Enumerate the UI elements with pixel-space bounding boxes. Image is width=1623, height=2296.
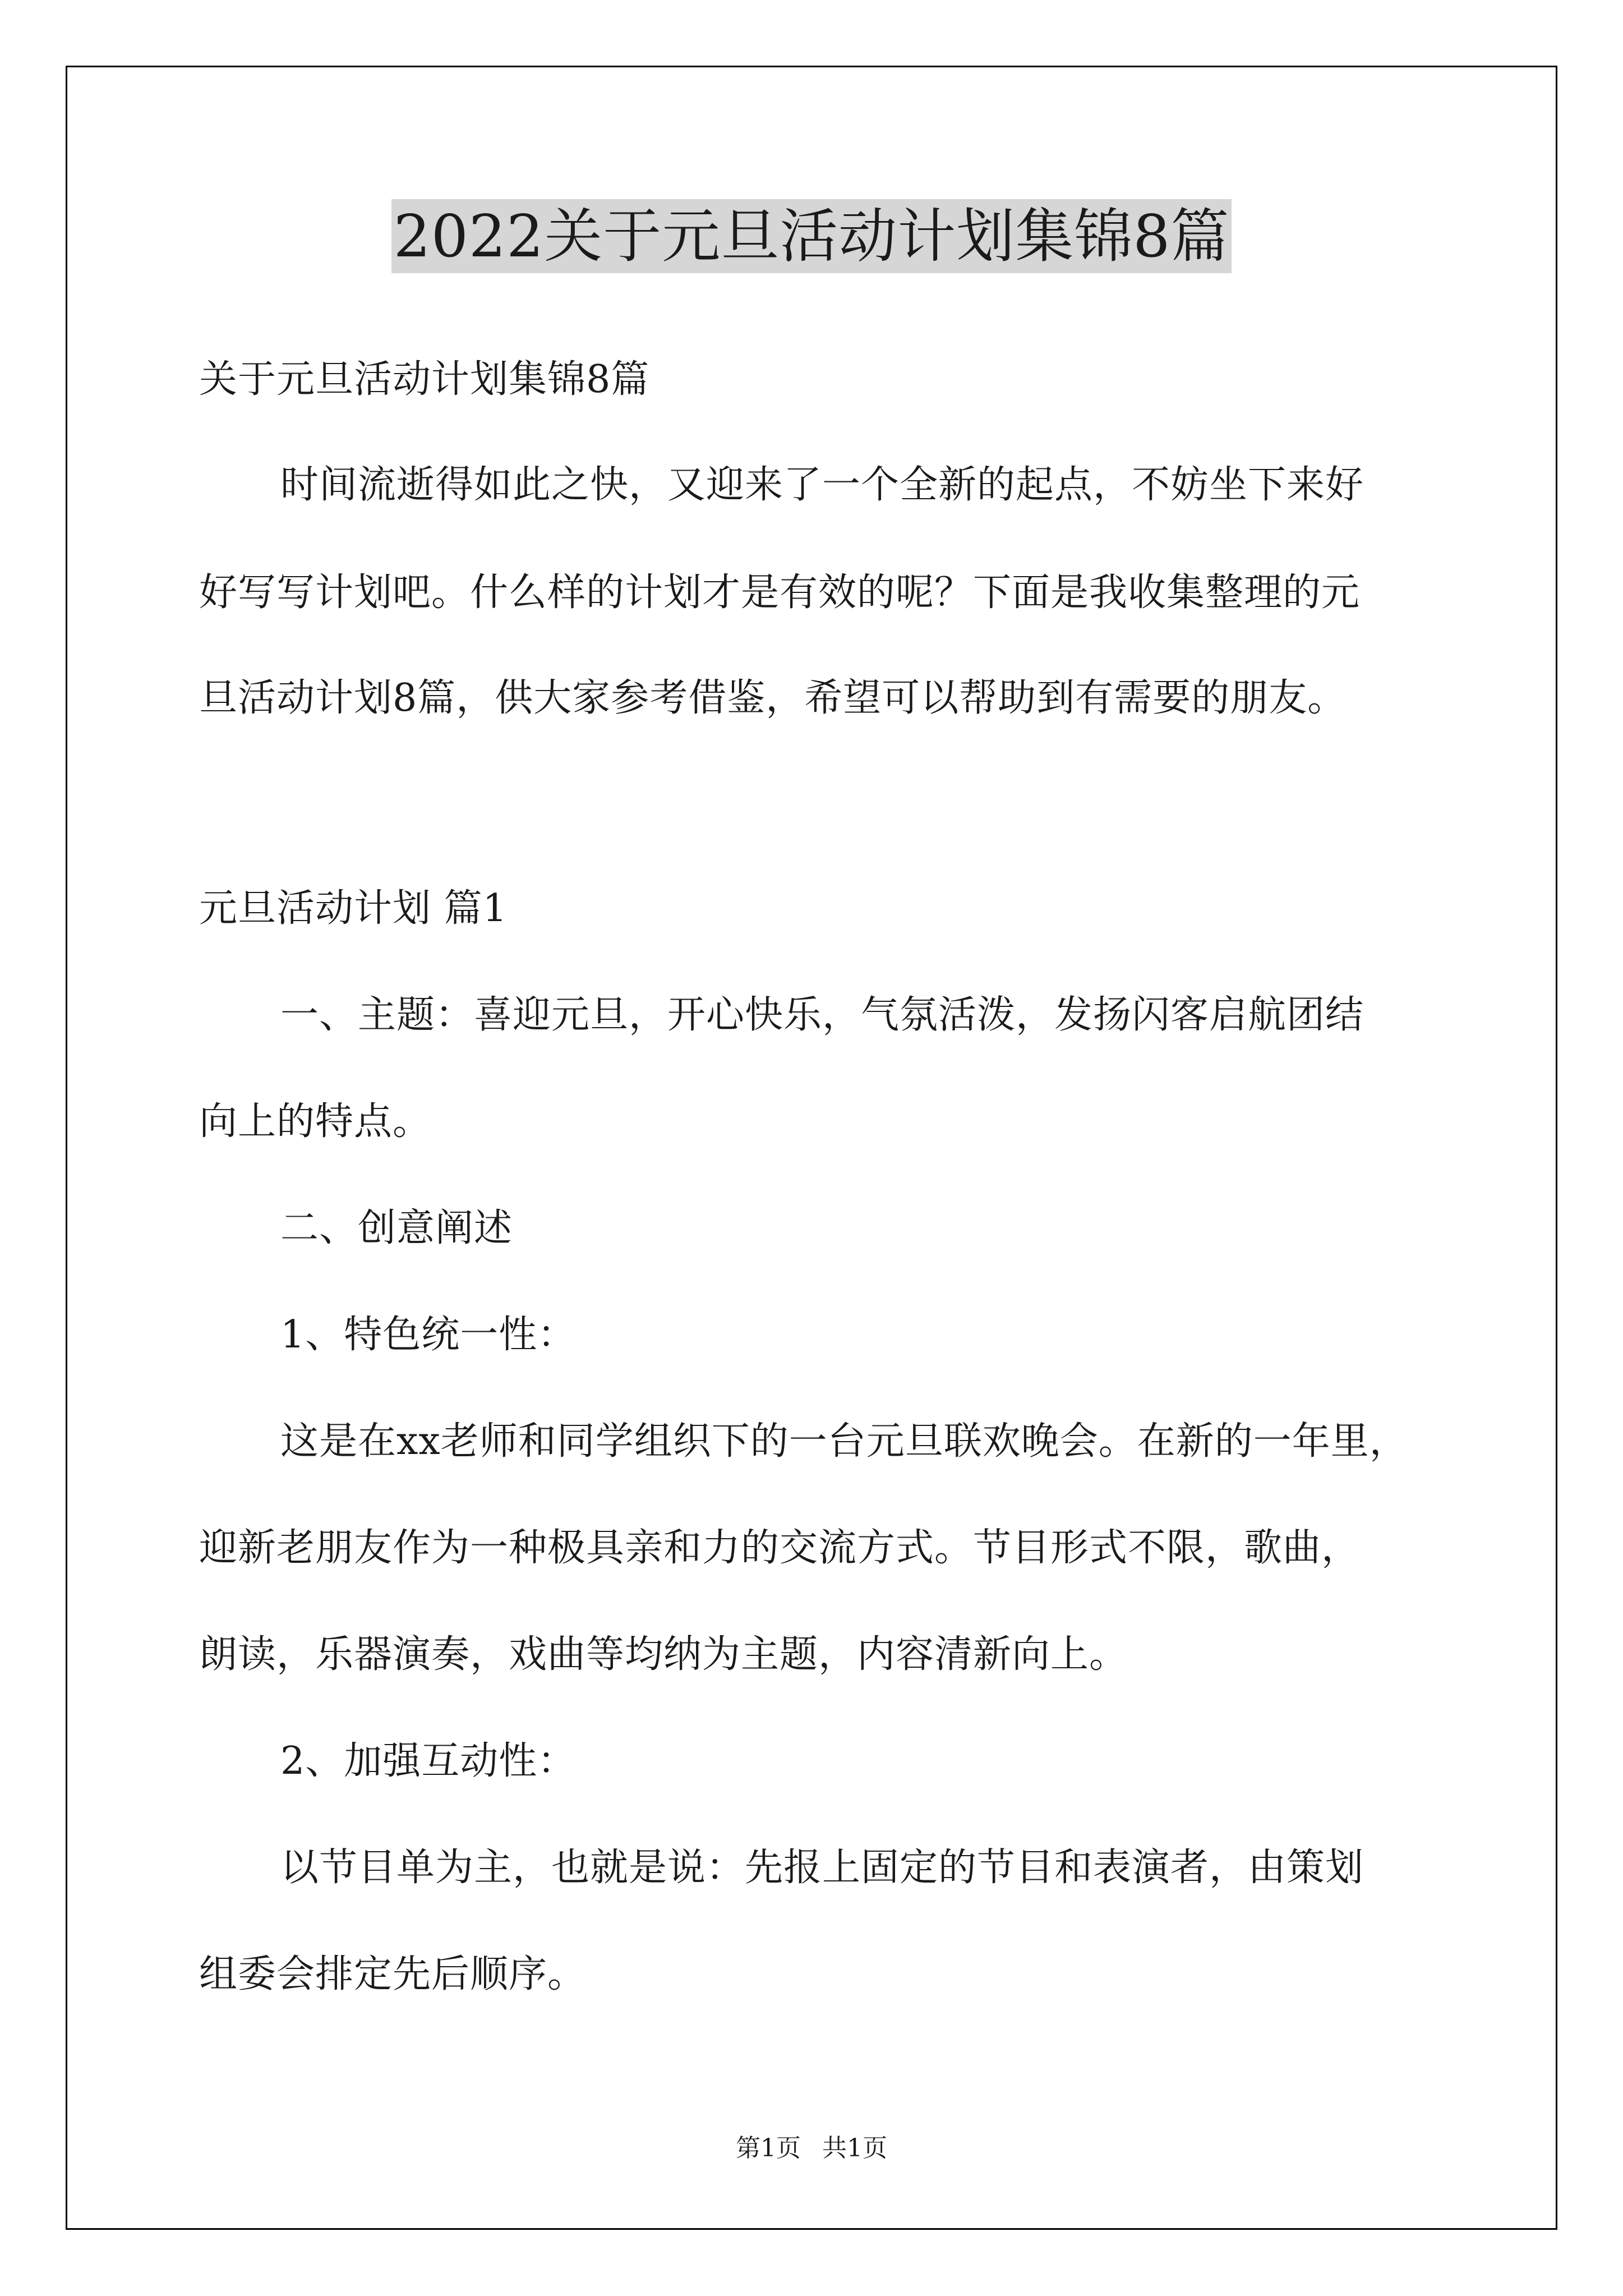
body-line-7: 朗读，乐器演奏，戏曲等均纳为主题，内容清新向上。 [199, 1632, 1128, 1677]
intro-line-3: 旦活动计划8篇，供大家参考借鉴，希望可以帮助到有需要的朋友。 [199, 676, 1347, 720]
title-container [0, 199, 1623, 273]
page-footer [0, 2132, 1623, 2165]
intro-line-1: 时间流逝得如此之快，又迎来了一个全新的起点，不妨坐下来好 [280, 463, 1364, 507]
body-line-3: 二、创意阐述 [280, 1206, 513, 1250]
body-line-4: 1、特色统一性： [280, 1313, 577, 1357]
body-line-5: 这是在xx老师和同学组织下的一台元旦联欢晚会。在新的一年里， [280, 1419, 1408, 1464]
body-line-1: 一、主题：喜迎元旦，开心快乐，气氛活泼，发扬闪客启航团结 [280, 993, 1364, 1037]
intro-line-2: 好写写计划吧。什么样的计划才是有效的呢？下面是我收集整理的元 [199, 570, 1361, 615]
body-line-9: 以节目单为主，也就是说：先报上固定的节目和表演者，由策划 [280, 1846, 1364, 1890]
section-heading: 元旦活动计划 篇1 [199, 886, 508, 931]
body-line-8: 2、加强互动性： [280, 1739, 577, 1783]
document-subtitle: 关于元旦活动计划集锦8篇 [199, 357, 650, 402]
document-title: 2022关于元旦活动计划集锦8篇 [391, 199, 1232, 273]
body-line-6: 迎新老朋友作为一种极具亲和力的交流方式。节目形式不限，歌曲， [199, 1526, 1361, 1570]
page-number-total: 共1页 [822, 2134, 887, 2162]
body-line-2: 向上的特点。 [199, 1099, 432, 1144]
page-number-current: 第1页 [736, 2134, 801, 2162]
body-line-10: 组委会排定先后顺序。 [199, 1952, 587, 1996]
